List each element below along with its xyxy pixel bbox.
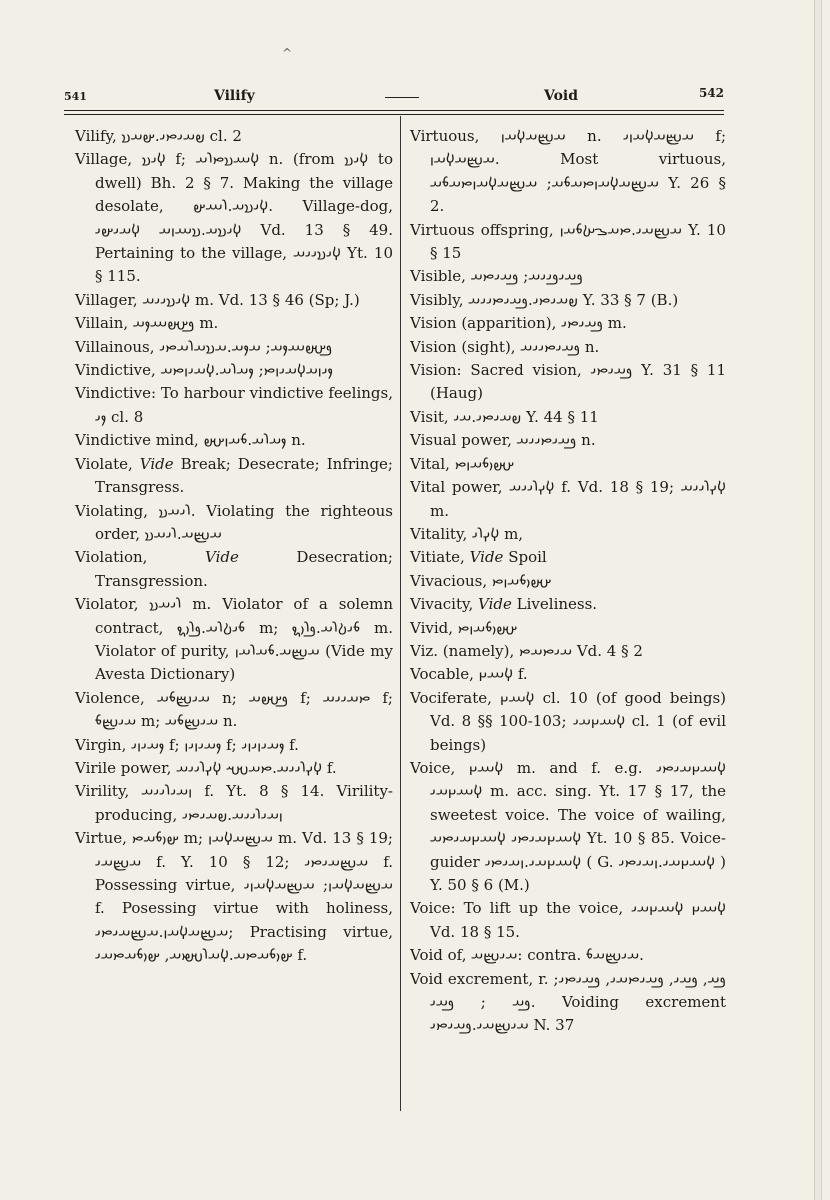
entry-headword: Virtue, [75, 829, 127, 848]
entry-definition: Desecration; Transgression. [95, 548, 393, 590]
dictionary-entry [75, 827, 393, 967]
entry-definition: 𐬐𐬌𐬥𐬀𐬬𐬀𐬌𐬥𐬙; 𐬐𐬀𐬭𐬀.𐬬𐬀𐬌𐬥𐬙𐬀 [155, 361, 333, 380]
entry-headword: Vision: Sacred vision, [410, 361, 582, 380]
left-column [75, 125, 393, 968]
dictionary-entry [75, 148, 393, 288]
dictionary-entry [410, 336, 726, 359]
dictionary-entry [410, 406, 726, 429]
entry-definition: 𐬞𐬀𐬌𐬙𐬌.𐬀𐬌 Y. 44 § 11 [448, 407, 599, 426]
entry-crossref: Vide [478, 595, 512, 614]
entry-headword: Visible, [410, 267, 466, 286]
header-rule [64, 110, 724, 111]
entry-definition: 𐬬𐬌𐬯𐬌𐬌𐬀 m. Vd. 13 § 46 (Sp; J.) [137, 290, 360, 309]
dictionary-entry [410, 219, 726, 266]
entry-headword: Villager, [75, 290, 138, 309]
entry-definition: 𐬬𐬁𐬗 f. [473, 665, 528, 684]
dictionary-entry [75, 289, 393, 312]
entry-definition: 𐬀𐬵𐬎𐬨𐬀𐬥𐬙 [487, 571, 552, 590]
entry-definition: 𐬐𐬀𐬌𐬥𐬌 f; 𐬐𐬀𐬌𐬥𐬌𐬥 f; 𐬐𐬀𐬌𐬥𐬌𐬥𐬌 f. [126, 735, 299, 754]
dictionary-entry [410, 897, 726, 944]
entry-definition: 𐬬𐬍𐬭𐬌𐬌𐬀.𐬙𐬀𐬱𐬀 𐬬𐬍𐬭𐬌𐬌𐬀 f. [171, 758, 337, 777]
running-header [64, 84, 724, 110]
entry-headword: Visibly, [410, 290, 464, 309]
entry-headword: Virtuous, [410, 127, 480, 145]
entry-definition: 𐬭𐬌𐬀𐬯 m. Violator of a solemn contract, 𐬨𐬌𐬚𐬭𐬀.𐬛𐬭𐬎𐬖 m; 𐬨𐬌𐬚𐬭𐬀.𐬛𐬭𐬎𐬖 m. Violator of purity, 𐬀𐬴𐬀.𐬨𐬀𐬭𐬀𐬥 (Vide my Avesta Dictionary) [95, 595, 393, 684]
entry-headword: Virgin, [75, 735, 127, 754]
entry-definition: 𐬀𐬴𐬀𐬬𐬀𐬥 n. 𐬀𐬴𐬀𐬬𐬀𐬥𐬌 f; 𐬀𐬴𐬀𐬬𐬀𐬥. Most virtuous, 𐬀𐬴𐬀𐬬𐬀𐬥𐬙𐬀𐬨𐬀; 𐬀𐬴𐬀𐬬𐬀𐬥𐬙𐬀𐬨𐬀 Y. 26 § 2. [430, 127, 726, 216]
column-divider [400, 116, 401, 1111]
entry-definition: 𐬛𐬀𐬌𐬛𐬌𐬌𐬀; 𐬛𐬀𐬌𐬙𐬀 [465, 267, 583, 286]
header-rule-thin [64, 114, 724, 115]
dictionary-entry [410, 476, 726, 523]
dictionary-entry [410, 593, 726, 616]
dictionary-entry [75, 687, 393, 734]
entry-definition: 𐬵𐬎𐬨𐬀𐬙 m; 𐬀𐬴𐬀𐬬𐬀𐬥 m. Vd. 13 § 19; 𐬀𐬴𐬀𐬌 f. Y. 10 § 12; 𐬀𐬴𐬀𐬌𐬙𐬌 f. Possessing virtue, 𐬀𐬴𐬀𐬬𐬀𐬥; 𐬀𐬴𐬀𐬬𐬀𐬥𐬌 f. Posessing virtue with holiness, 𐬀𐬴𐬀𐬬𐬀𐬥.𐬀𐬴𐬀𐬌𐬙𐬌; Practising virtue, 𐬵𐬎𐬨𐬀𐬙𐬀.𐬬𐬀𐬭𐬱𐬙𐬀, 𐬵𐬎𐬨𐬀𐬙𐬀𐬌 f. [95, 829, 394, 965]
page-edge [814, 0, 822, 1200]
entry-headword: Visit, [410, 407, 449, 426]
entry-definition: 𐬬𐬁𐬗 cl. 10 (of good beings) Vd. 8 §§ 100-103; 𐬬𐬁𐬗𐬀𐬌 cl. 1 (of evil beings) [430, 688, 726, 754]
dictionary-entry [410, 663, 726, 686]
entry-headword: Vivacity, [410, 595, 474, 614]
dictionary-entry [75, 429, 393, 452]
entry-headword: Virile power, [75, 758, 172, 777]
entry-definition: 𐬀𐬌𐬴𐬨𐬀 n; 𐬛𐬀𐬵𐬀 f; 𐬙𐬀𐬌𐬌𐬀 f; 𐬀𐬌𐬴𐬨 m; 𐬀𐬌𐬴𐬨𐬀 n. [95, 688, 393, 731]
dictionary-entry [75, 500, 393, 547]
entry-headword: Villain, [75, 314, 129, 333]
entry-headword: Vital, [410, 454, 450, 473]
dictionary-entry [410, 429, 726, 452]
entry-headword: Vitality, [410, 524, 468, 543]
entry-definition: 𐬛𐬀𐬌𐬙𐬌𐬌𐬀 n. [511, 431, 596, 450]
dictionary-entry [410, 289, 726, 312]
dictionary-entry [410, 265, 726, 288]
dictionary-entry [75, 125, 393, 148]
dictionary-entry [75, 312, 393, 335]
entry-crossref: Vide [205, 548, 239, 567]
entry-headword: Vocable, [410, 665, 474, 684]
entry-definition: Liveliness. [511, 595, 598, 614]
dictionary-entry [75, 382, 393, 429]
entry-headword: Violation, [75, 548, 148, 567]
dictionary-entry [75, 757, 393, 780]
entry-crossref: Vide [469, 548, 504, 567]
entry-headword: Viz. (namely), [410, 641, 515, 660]
entry-headword: Violence, [75, 688, 145, 707]
entry-headword: Vindictive: To harbour vindictive feelings, [75, 384, 393, 403]
dictionary-entry [410, 757, 726, 897]
entry-headword: Void of, [410, 946, 467, 965]
entry-definition: 𐬬𐬁𐬗 𐬬𐬁𐬗𐬀𐬌 Vd. 18 § 15. [430, 899, 726, 941]
entry-crossref: Vide [139, 454, 174, 473]
dictionary-entry [410, 125, 726, 219]
entry-definition: 𐬛𐬀𐬌𐬙𐬌𐬌𐬀 n. [515, 337, 600, 356]
entry-definition: 𐬛𐬀𐬵𐬁𐬐𐬀 m. [128, 314, 219, 333]
entry-definition: 𐬬𐬌𐬯 f; 𐬬𐬁𐬯𐬙𐬭𐬀 n. (from 𐬬𐬌𐬯 to dwell) Bh. 2 § 7. Making the village desolate, 𐬬𐬌𐬯𐬀.𐬭𐬁𐬵. Village-dog, 𐬬𐬌𐬯𐬀.𐬯𐬁𐬥𐬀 𐬬𐬀𐬌𐬵𐬌 Vd. 13 § 49. Pertaining to the village, 𐬬𐬌𐬯𐬌𐬌𐬀 Yt. 10 § 115. [95, 150, 393, 286]
entry-headword: Villainous, [75, 337, 155, 356]
entry-definition: 𐬥𐬀𐬌𐬭𐬌𐬌𐬀 f. Yt. 8 § 14. Virility-producing, 𐬥𐬀𐬌𐬭𐬌𐬌𐬀.𐬞𐬀𐬌𐬙𐬌 [95, 782, 393, 824]
guide-word-left: Vilify [214, 88, 255, 104]
dictionary-entry [410, 523, 726, 546]
entry-headword: Vision (apparition), [410, 314, 557, 333]
entry-headword: Village, [75, 150, 133, 169]
dictionary-entry [410, 570, 726, 593]
dictionary-entry [410, 546, 726, 569]
entry-definition: 𐬬𐬍𐬭𐬌𐬌𐬀 f. Vd. 18 § 19; 𐬬𐬍𐬭𐬌𐬌𐬀 m. [430, 478, 726, 520]
entry-definition: 𐬛𐬀𐬌𐬙𐬌 m. [556, 314, 627, 333]
entry-headword: Vitiate, [410, 548, 465, 567]
entry-definition: Spoil [503, 548, 547, 567]
dictionary-entry [75, 359, 393, 382]
entry-definition: 𐬛𐬀𐬌𐬙𐬌 Y. 31 § 11 (Haug) [430, 361, 726, 403]
entry-definition: 𐬀𐬵𐬎𐬨𐬀𐬥𐬙 [453, 618, 518, 637]
entry-headword: Voice: To lift up the voice, [410, 899, 624, 918]
page-number-right: 542 [698, 86, 724, 100]
entry-definition: 𐬬𐬁𐬗 m. and f. e.g. 𐬬𐬁𐬗𐬀𐬌𐬙𐬌 𐬬𐬁𐬗𐬀𐬌 m. acc. sing. Yt. 17 § 17, the sweetest voice. The voice of wailing, 𐬬𐬁𐬗𐬀𐬌𐬙𐬌 𐬬𐬁𐬗𐬀𐬌𐬙𐬀 Yt. 10 § 85. Voice-guider 𐬬𐬁𐬗𐬀𐬌.𐬥𐬀𐬌𐬙𐬌 ( G. 𐬬𐬁𐬗𐬀𐬌.𐬥𐬀𐬌𐬙𐬌 ) Y. 50 § 6 (M.) [430, 758, 727, 894]
entry-definition: 𐬞𐬀𐬌𐬙𐬌.𐬛𐬀𐬌𐬙𐬌𐬌𐬀 Y. 33 § 7 (B.) [463, 290, 679, 309]
entry-headword: Vilify, [75, 127, 117, 145]
entry-headword: Virility, [75, 782, 130, 801]
header-dash [385, 97, 419, 98]
dictionary-entry [75, 780, 393, 827]
page-number-left: 541 [64, 90, 87, 103]
entry-definition: 𐬀𐬵𐬎𐬨𐬀𐬥𐬙 [449, 454, 515, 473]
right-column [410, 125, 726, 1038]
dictionary-entry [410, 617, 726, 640]
dictionary-entry [75, 734, 393, 757]
dictionary-entry [410, 944, 726, 967]
dictionary-entry [410, 687, 726, 757]
dictionary-entry [75, 453, 393, 500]
entry-definition: 𐬀𐬴𐬀𐬌.𐬙𐬀𐬊𐬑𐬨𐬀𐬥 Y. 10 § 15 [430, 220, 726, 263]
decorative-mark: ^ [282, 46, 293, 60]
entry-definition: 𐬐𐬌 cl. 8 [95, 407, 144, 426]
entry-headword: Void excrement, [410, 969, 534, 988]
entry-headword: Violate, [75, 454, 133, 473]
entry-headword: Vital power, [410, 478, 503, 497]
entry-definition: 𐬭𐬌𐬀𐬯. Violating the righteous order, 𐬀𐬴𐬀.𐬭𐬌𐬀𐬯 [95, 501, 393, 543]
entry-headword: Virtuous offspring, [410, 220, 554, 239]
entry-headword: Violating, [75, 501, 148, 520]
entry-definition: Break; Desecrate; Infringe; Transgress. [95, 454, 393, 497]
guide-word-right: Void [544, 88, 579, 104]
entry-headword: Violator, [75, 595, 139, 614]
entry-headword: Vision (sight), [410, 337, 516, 356]
dictionary-entry [75, 336, 393, 359]
entry-definition: 𐬀𐬌𐬴𐬀: contra. 𐬀𐬌𐬴𐬀𐬨. [466, 946, 644, 965]
entry-headword: Vivacious, [410, 571, 488, 590]
entry-headword: Vindictive mind, [75, 431, 199, 450]
entry-headword: Vociferate, [410, 688, 492, 707]
dictionary-entry [75, 546, 393, 593]
entry-headword: Visual power, [410, 431, 512, 450]
dictionary-entry [410, 453, 726, 476]
entry-definition: 𐬀𐬌𐬙𐬀𐬙 Vd. 4 § 2 [514, 641, 643, 660]
dictionary-entry [410, 968, 726, 1038]
entry-definition: 𐬐𐬀𐬭𐬀.𐬨𐬀𐬥𐬀𐬵 n. [198, 431, 306, 450]
entry-headword: Vindictive, [75, 361, 156, 380]
dictionary-entry [75, 593, 393, 687]
dictionary-entry [410, 312, 726, 335]
entry-headword: Vivid, [410, 618, 454, 637]
entry-definition: r. 𐬛𐬀, 𐬛𐬀𐬌, 𐬛𐬀𐬌𐬙𐬀𐬌, 𐬛𐬀𐬌𐬙𐬌; 𐬛𐬀 ; 𐬛𐬀𐬌. Voiding excrement 𐬀𐬌𐬴𐬀𐬌.𐬛𐬀𐬌𐬙𐬌 N. 37 [430, 969, 727, 1035]
entry-definition: 𐬞𐬀𐬌𐬙𐬌.𐬵𐬀𐬯 cl. 2 [116, 127, 242, 145]
entry-headword: Voice, [410, 758, 456, 777]
dictionary-entry [410, 359, 726, 406]
entry-definition: 𐬛𐬀𐬵𐬁𐬐𐬀; 𐬀𐬐𐬀.𐬀𐬯𐬀𐬭𐬀𐬙𐬌 [154, 337, 333, 356]
dictionary-entry [410, 640, 726, 663]
entry-definition: 𐬬𐬍𐬭𐬌 m, [467, 524, 524, 543]
